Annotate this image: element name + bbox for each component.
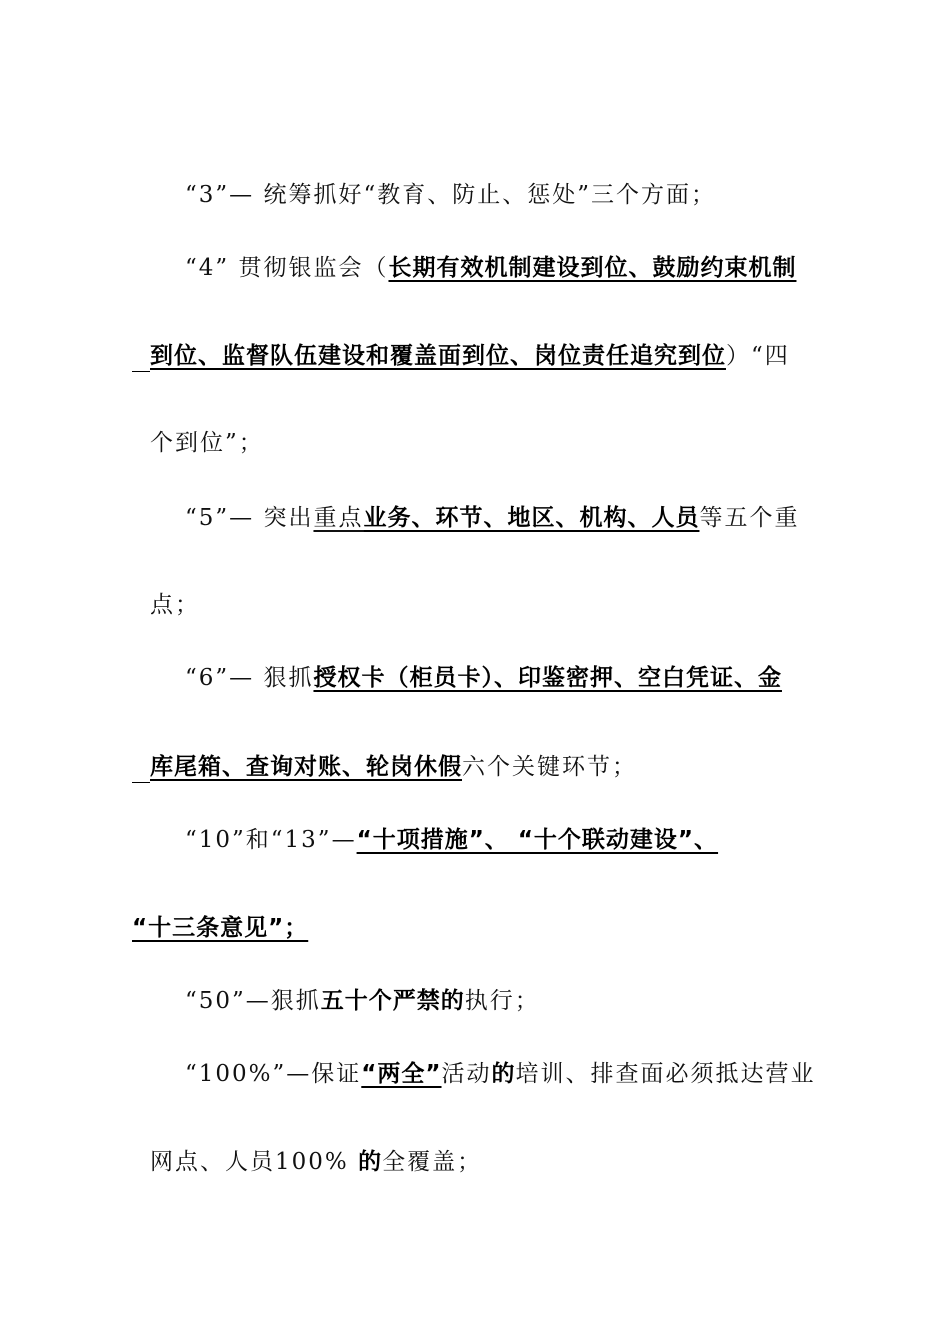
paragraph-6-cont: [150, 749, 830, 785]
paragraph-100-cont: [150, 1144, 830, 1180]
text: “6”— 狠抓: [185, 665, 314, 691]
paragraph-6: [185, 660, 865, 696]
paragraph-10-13-cont: [132, 910, 812, 946]
underline-lead: [132, 371, 150, 372]
paragraph-5: [185, 500, 865, 536]
text: “50”—狠抓: [185, 988, 321, 1014]
emphasis-text: 业务、环节、地区、机构、人员: [363, 505, 700, 531]
emphasis-text: “十三条意见”；: [132, 915, 309, 941]
emphasis-text: 长期有效机制建设到位、鼓励约束机制: [388, 255, 797, 281]
emphasis-text: 的: [491, 1061, 516, 1087]
text: 活动: [441, 1061, 492, 1087]
text: “3”— 统筹抓好“教育、防止、惩处”三个方面；: [185, 182, 716, 208]
text: “5”— 突出: [185, 505, 314, 531]
emphasis-text: 到位、监督队伍建设和覆盖面到位、岗位责任追究到位: [150, 343, 726, 369]
text: 执行；: [464, 988, 540, 1014]
text: “4” 贯彻银监会（: [185, 255, 389, 281]
text: 六个关键环节；: [462, 754, 637, 780]
emphasis-text: 五十个严禁的: [320, 988, 465, 1014]
emphasis-text: “十项措施”、 “十个联动建设”、: [356, 827, 719, 853]
emphasis-text: 授权卡（柜员卡）、印鉴密押、空白凭证、金: [313, 665, 782, 691]
paragraph-5-end: [150, 587, 830, 623]
text: 等五个重: [699, 505, 800, 531]
paragraph-50: [185, 983, 865, 1019]
text: 点；: [150, 592, 200, 618]
text: 网点、人员100%: [150, 1149, 359, 1175]
paragraph-4-cont: [150, 338, 830, 374]
paragraph-10-13: [185, 822, 865, 858]
paragraph-100: [185, 1056, 865, 1092]
paragraph-4: [185, 250, 865, 286]
paragraph-3: [185, 177, 865, 213]
text: 个到位”；: [150, 430, 264, 456]
emphasis-text: 库尾箱、查询对账、轮岗休假: [150, 754, 462, 780]
text: ）“四: [726, 343, 790, 369]
emphasis-text: “两全”: [361, 1061, 442, 1087]
text: “100%”—保证: [185, 1061, 362, 1087]
text: 培训、排查面必须抵达营业: [515, 1061, 816, 1087]
paragraph-4-end: [150, 425, 830, 461]
underline-lead: [132, 782, 150, 783]
emphasis-text: 的: [358, 1149, 383, 1175]
text: “10”和“13”—: [185, 827, 357, 853]
underlined-text: 重点: [313, 505, 364, 531]
text: 全覆盖；: [382, 1149, 483, 1175]
